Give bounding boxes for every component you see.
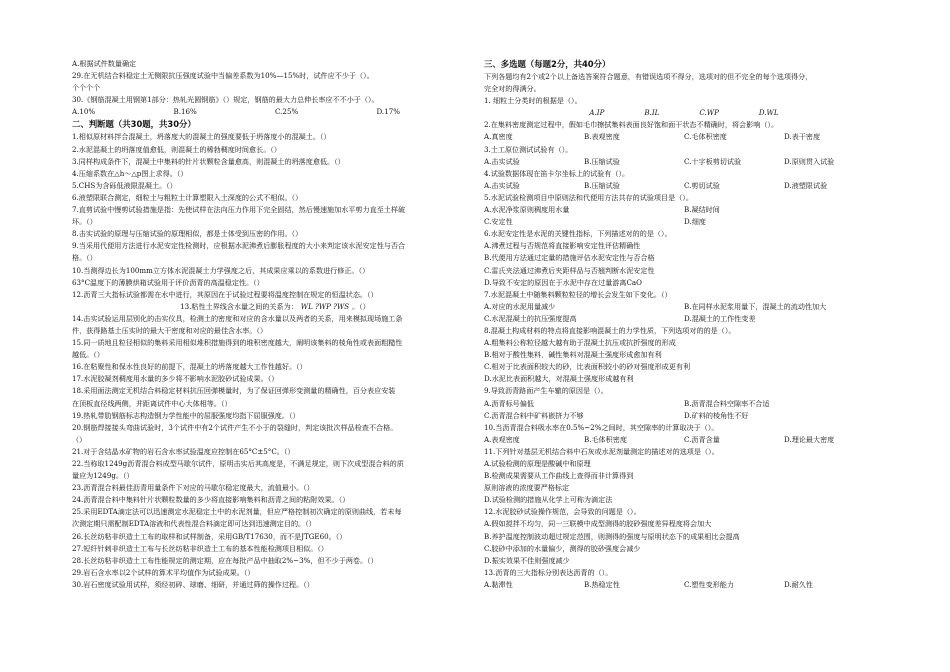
- option-item: D.细度: [684, 217, 706, 227]
- text-line: 1.相似原材料拌合混凝土，坍落度大的混凝土的强度要低于坍落度小的混凝土。（）: [72, 132, 331, 142]
- text-line: B.代便用方法通过定量的措施评估水泥安定性与否合格: [484, 253, 655, 263]
- left-column: [72, 58, 478, 591]
- text-line: D.水泥比表面积越大，对混凝土强度形成越有利: [484, 374, 634, 384]
- options-row: [484, 398, 884, 410]
- text-line: D.振实效果不佳则强度减少: [484, 555, 570, 565]
- option-item: D.矿料的棱角性不好: [684, 410, 749, 420]
- formula-line: [72, 301, 478, 313]
- text-line: C.胶砂中添加的水量偏少，测得的胶砂强度会减少: [484, 543, 641, 553]
- option-item: A.水泥净浆原则稠度用水量: [484, 205, 570, 215]
- text-line: 原则溶液的浓度要严格标定: [484, 483, 570, 493]
- text-line: 2.水泥混凝土的坍落度值愈低，则混凝土的稀勃稠度时间愈长。（）: [72, 144, 281, 154]
- text-line: A.根据试件数量确定: [72, 59, 137, 68]
- text-line: 坏。（）: [72, 217, 97, 227]
- formula-option: D.WL: [758, 108, 779, 118]
- text-line: 8.击实试验的原理与压缩试验的原理相似，都是土体受到压密的作用。（）: [72, 229, 303, 239]
- text-line: 18.采用面法测定无机结合料稳定材料抗压回弹模量时，为了保证回弹形变测量的精确性，百分表应安装: [72, 386, 396, 396]
- text-line: A.粗集料公称粒径越大越有助于混凝土抗压或抗折强度的形成: [484, 338, 676, 348]
- formula-part-formula: 13.粘性土界线含水量之间的关系为：: [180, 301, 298, 311]
- text-line: 3.土工原位测试试验有（）。: [484, 144, 573, 154]
- text-line: 14.击实试验运用层别化的击实仪具，检测土的密度和对应的含水量以及两者的关系，用来模拟现场施工条: [72, 313, 403, 323]
- options-row: [72, 106, 478, 118]
- option-item: B.压缩试验: [584, 180, 620, 190]
- option-item: D.17%: [376, 107, 400, 117]
- option-item: B.在同样水泥浆用量下，混凝土的流动性加大: [684, 301, 827, 311]
- text-line: B.相对于酸性集料，碱性集料对混凝土强度形成愈加有利: [484, 350, 662, 360]
- text-line: A.假如搅拌不均匀，同一三联模中成型测得的胶砂强度差异程度将会加大: [484, 519, 712, 529]
- text-line: 9.当采用代便用方法进行水泥安定性检测时，应根据水泥沸煮后膨胀程度的大小来判定该水泥安定性与否合: [72, 241, 406, 251]
- text-line: 3.同样构成条件下，混凝土中集料的针片状颗粒含量愈高，则混凝土的坍落度愈低。（）: [72, 156, 345, 166]
- option-item: B.沥青混合料空隙率不合适: [684, 398, 770, 408]
- text-line: D.试验检测的措施从化学上可称为滴定法: [484, 495, 613, 505]
- options-row: [484, 204, 884, 216]
- option-item: C.水泥混凝土的抗压强度提高: [484, 313, 577, 323]
- text-line: 量应为1249g。（）: [72, 471, 134, 481]
- text-line: 件，获得路基土压实时的最大干密度和对应的最佳含水率。（）: [72, 325, 268, 335]
- text-line: 格。（）: [72, 253, 97, 263]
- option-item: C.十字板剪切试验: [684, 156, 742, 166]
- option-item: A.表观密度: [484, 434, 520, 444]
- text-line: A.沸煮过程与否规范将直接影响安定性评估精确性: [484, 241, 641, 251]
- option-item: B.16%: [173, 107, 197, 117]
- options-row: [484, 156, 884, 168]
- text-line: 30.《钢筋混凝土用钢第1部分：热轧光圆钢筋》（）规定，钢筋的最大力总伸长率应不不小于（）。: [72, 95, 379, 105]
- text-line: C.相对于比表面积较大的砂，比表面积较小的砂对强度形成更有利: [484, 362, 691, 372]
- option-item: A.10%: [72, 107, 96, 117]
- text-line: 23.沥青混合料最佳沥青用量条件下对应的马歇尔稳定度最大，流值最小。（）: [72, 483, 314, 493]
- text-line: 20.钢筋焊接接头弯曲试验时，3个试件中有2个试件产生不小于的裂缝时，判定该批次样品检查不合格。: [72, 422, 398, 432]
- option-item: B.热稳定性: [584, 579, 620, 589]
- text-line: 5.水泥试验检测项目中原则法和代便用方法共存的试验项目是（）。: [484, 192, 693, 202]
- text-line: 9.导致沥青路面产生车辙的原因是（）。: [484, 386, 608, 396]
- text-line: 6.液塑限联合测定，细粒土与粗粒土计算塑限入土深度的公式不相似。（）: [72, 192, 303, 202]
- option-item: A.击实试验: [484, 156, 520, 166]
- options-row: [484, 180, 884, 192]
- text-line: 29.岩石含水率以2个试样的算术平均值作为试验成果。（）: [72, 567, 255, 577]
- text-line: 7.直剪试验中慢剪试验措施是指：先使试样在法向压力作用下完全固结，然后慢速施加水平剪力直至土样破: [72, 205, 406, 215]
- text-line: 5.CHS为含砾低液限混凝土。（）: [72, 180, 177, 190]
- option-item: A.沥青标号偏低: [484, 398, 534, 408]
- formula-part-tail: 。（）: [352, 301, 370, 311]
- option-item: C.沥青含量: [684, 434, 720, 444]
- option-item: A.对应的水泥用量减少: [484, 301, 556, 311]
- option-item: D.理论最大密度: [784, 434, 835, 444]
- text-line: 19.热轧带肋钢筋标志构造钢力学性能中的屈服强度均指下屈服强度。（）: [72, 410, 300, 420]
- text-line: 在顶板直径线两侧，并距离试件中心大体相等。（）: [72, 398, 232, 408]
- text-line: 7.水泥混凝土中随集料颗粒粒径的增长会发生如下变化。（）: [484, 289, 672, 299]
- text-line: 1. 细粒土分类时的根据是（）。: [484, 96, 582, 106]
- options-row: [484, 579, 884, 591]
- option-item: C.安定性: [484, 217, 513, 227]
- option-item: A.黏滞性: [484, 579, 513, 589]
- options-row: [484, 313, 884, 325]
- option-item: D.液塑限试验: [784, 180, 828, 190]
- text-line: 25.采用EDTA滴定法可以迅速测定水泥稳定土中的水泥剂量，但应严格控制初次确定的原则曲线，若未每: [72, 507, 402, 517]
- formula-option: A.IP: [589, 108, 605, 118]
- text-line: 30.岩石密度试验用试样，须经初碎、球磨、细研，并通过筛的操作过程。（）: [72, 579, 314, 589]
- text-line: 8.混凝土构成材料的特点将直接影响混凝土的力学性质，下列选项对的的是（）。: [484, 325, 736, 335]
- formula-option: C.WP: [699, 108, 719, 118]
- text-line: 2.在集料密度测定过程中，假如毛巾擦拭集料表面良好饱和面干状态不精确时，将会影响（）。: [484, 120, 779, 130]
- option-item: C.剪切试验: [684, 180, 720, 190]
- options-row: [484, 216, 884, 228]
- text-line: 13.沥青的三大指标分别表达沥青的（）。: [484, 567, 613, 577]
- section-heading: 三、多选题（每题2分，共40分）: [484, 59, 611, 69]
- options-row: [484, 410, 884, 422]
- text-line: 完全对的得满分。: [484, 84, 541, 94]
- text-line: 4.试验数据体现在笛卡尔坐标上的试验有（）。: [484, 168, 630, 178]
- text-line: 越低。（）: [72, 350, 104, 360]
- text-line: 28.长丝纺粘非织造土工布性能规定的测定期，应在每批产品中抽取2%~3%，但不少于两卷。（）: [72, 555, 378, 565]
- option-item: D.原则贯入试验: [784, 156, 835, 166]
- option-item: B.凝结时间: [684, 205, 720, 215]
- text-line: 63°C温度下的薄膜烘箱试验用于评价沥青的高温稳定性。（）: [72, 277, 264, 287]
- options-row: [484, 131, 884, 143]
- text-line: D.导致不安定的原因在于水泥中存在过量游离CaO: [484, 277, 642, 287]
- text-line: 29.在无机结合料稳定土无侧限抗压强度试验中当偏差系数为10%—15%时，试件应不少于（）。: [72, 71, 374, 81]
- text-line: 10.当沥青混合料吸水率在0.5%~2%之间时，其空隙率的计算取决于（）。: [484, 422, 719, 432]
- options-row: [484, 434, 884, 446]
- text-line: 11.下列针对基层无机结合料中石灰或水泥剂量测定的描述对的选项是（）。: [484, 446, 719, 456]
- option-item: A.真密度: [484, 132, 513, 142]
- text-line: 21.对于含结晶水矿物的岩石含水率试验温度应控制在65°C±5°C。（）: [72, 446, 295, 456]
- section-heading: 二、判断题（共30题，共30分）: [72, 119, 196, 130]
- formula-options-row: [484, 107, 884, 119]
- text-line: 17.水泥胶凝剂稠度用水量的多少将不影响水泥胶砂试验成果。（）: [72, 374, 279, 384]
- text-line: 12.水泥胶砂试验操作规范，会导致的问题是（）。: [484, 507, 641, 517]
- option-item: C.沥青混合料中矿料嵌挤力不够: [484, 410, 584, 420]
- text-line: 24.沥青混合料中集料针片状颗粒数量的多少将直接影响集料和沥青之间的粘附效果。（）: [72, 495, 350, 505]
- option-item: C.25%: [275, 107, 299, 117]
- text-line: （）: [72, 434, 87, 444]
- text-line: 4.压缩系数在△h～△p图上求得。（）: [72, 168, 188, 178]
- option-item: C.毛体积密度: [684, 132, 727, 142]
- formula-option: B.IL: [644, 108, 660, 118]
- text-line: 27.短纤针刺非织造土工布与长丝纺粘非织造土工布的基本性能检测项目相似。（）: [72, 543, 329, 553]
- option-item: D.混凝土的工作性变差: [684, 313, 756, 323]
- option-item: D.耐久性: [784, 579, 813, 589]
- option-item: B.压缩试验: [584, 156, 620, 166]
- text-line: C.雷氏夹法通过沸煮后夹距样品与否翘判断水泥安定性: [484, 265, 655, 275]
- text-line: 次测定期只需配制EDTA溶液和代表性混合料滴定即可达到迅速测定目的。（）: [72, 519, 316, 529]
- option-item: D.表干密度: [784, 132, 821, 142]
- option-item: B.毛体积密度: [584, 434, 627, 444]
- right-column: [484, 58, 884, 591]
- option-item: A.击实试验: [484, 180, 520, 190]
- text-line: 下列各题均有2个或2个以上备选答案符合题意，有错误选项不得分，选项对的但不完全的每个选项得分，: [484, 72, 813, 81]
- option-item: B.表观密度: [584, 132, 620, 142]
- text-line: 22.当称取1249g沥青混合料成型马歇尔试件，原明击实后其高度是，不满足规定，则下次成型混合料的质: [72, 459, 404, 468]
- text-line: 12.沥青三大指标试验都需在水中进行，其原因在于试验过程要将温度控制在规定的恒温状态。（）: [72, 289, 378, 299]
- option-item: C.塑性变形能力: [684, 579, 734, 589]
- text-line: B.检测成果需要从工作曲线上查得而非计算得到: [484, 471, 634, 481]
- text-line: 15.同一质地且粒径相似的集料采用相似堆积措施得到的堆积密度越大，阐明该集料的棱角性或表面粗糙性: [72, 338, 403, 348]
- text-line: 16.在粘聚性和保水性良好的前提下，混凝土的坍落度越大工作性越好。（）: [72, 362, 307, 372]
- text-line: 个个个个: [72, 83, 101, 93]
- text-line: A.试验检测的原理是酸碱中和原理: [484, 459, 591, 468]
- text-line: B.养护温度控制波动超过规定范围，则测得的强度与原明状态下的成果相比会提高: [484, 531, 740, 541]
- formula-part-expr: WL ?WP ?WS: [300, 301, 350, 311]
- text-line: 10.当测得边长为100mm立方体水泥混凝土力学强度之后，其成果应乘以的系数进行修正。（）: [72, 265, 370, 275]
- text-line: 26.长丝纺粘非织造土工布的取样和试样制备，采用GB/T17630，而不是JTGE60。（）: [72, 531, 347, 541]
- options-row: [484, 301, 884, 313]
- text-line: 6.水泥安定性是水泥的关键性指标，下列描述对的的是（）。: [484, 229, 672, 239]
